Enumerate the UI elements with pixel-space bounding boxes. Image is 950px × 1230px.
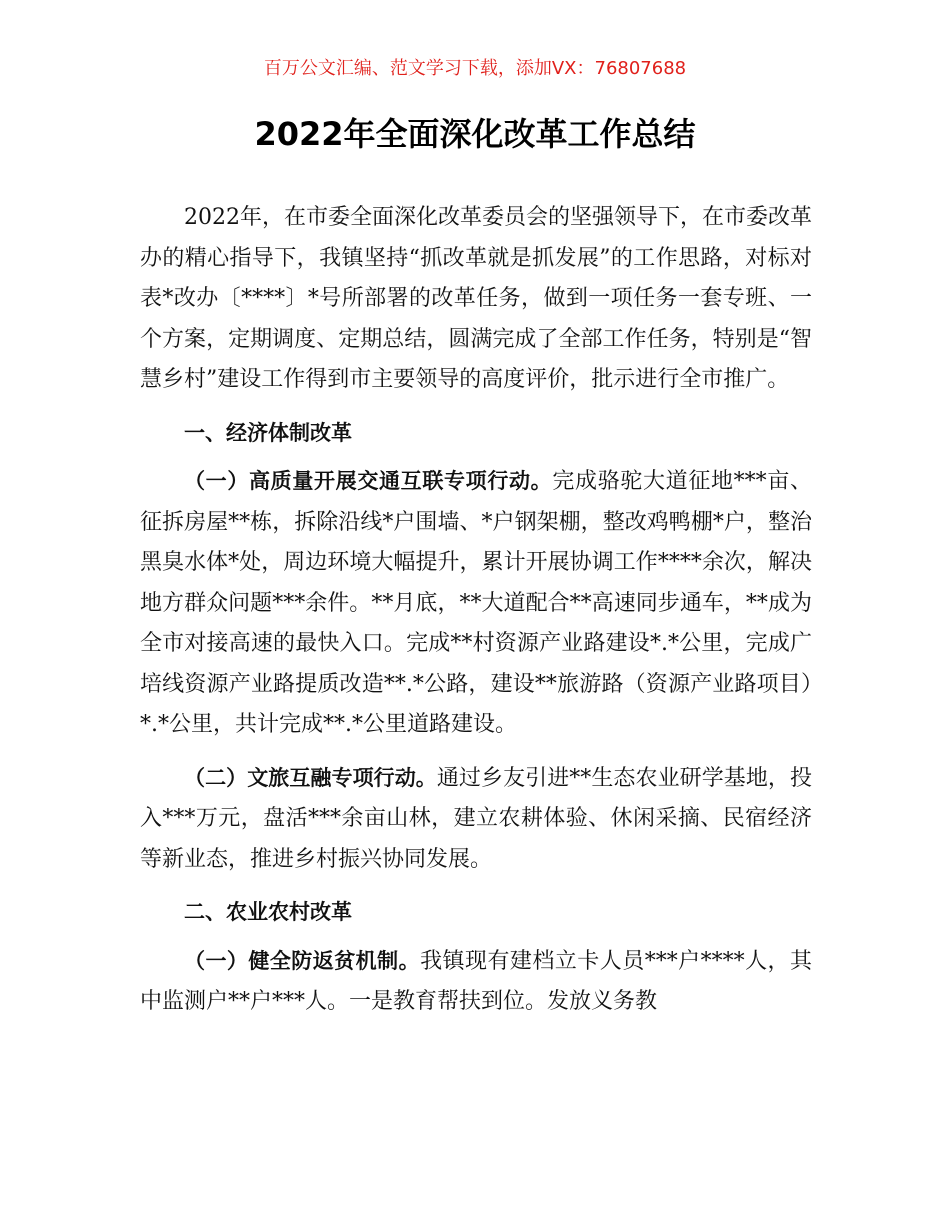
header-note: 百万公文汇编、范文学习下载，添加VX：76807688 <box>263 58 687 79</box>
paragraph-culture-tourism-action <box>140 758 812 881</box>
section-heading-agriculture-reform: 二、农业农村改革 <box>184 900 352 924</box>
paragraph-text: 完成骆驼大道征地***亩、征拆房屋**栋，拆除沿线*户围墙、*户钢架棚，整改鸡鸭棚*户，整治黑臭水体*处，周边环境大幅提升，累计开展协调工作****余次，解决地方群众问题***余件。**月底，**大道配合**高速同步通车，**成为全市对接高速的最快入口。完成**村资源产业路建设*.*公里，完成广培线资源产业路提质改造**.*公路，建设**旅游路（资源产业路项目）*.*公里，共计完成**.*公里道路建设。 <box>140 469 812 737</box>
paragraph-text: 通过乡友引进**生态农业研学基地，投入***万元，盘活***余亩山林，建立农耕体验、休闲采摘、民宿经济等新业态，推进乡村振兴协同发展。 <box>140 765 812 872</box>
document-body <box>140 198 812 1035</box>
paragraph-text: 我镇现有建档立卡人员***户****人，其中监测户**户***人。一是教育帮扶到位。发放义务教 <box>140 948 812 1014</box>
intro-paragraph: 2022年，在市委全面深化改革委员会的坚强领导下，在市委改革办的精心指导下，我镇坚持“抓改革就是抓发展”的工作思路，对标对表*改办〔****〕*号所部署的改革任务，做到一项任务一套专班、一个方案，定期调度、定期总结，圆满完成了全部工作任务，特别是“智慧乡村”建设工作得到市主要领导的高度评价，批示进行全市推广。 <box>140 205 812 392</box>
paragraph-lead: （一）高质量开展交通互联专项行动。 <box>184 469 553 493</box>
paragraph-lead: （一）健全防返贫机制。 <box>184 948 421 973</box>
paragraph-anti-poverty-mechanism <box>140 941 812 1023</box>
section-heading-economic-reform: 一、经济体制改革 <box>184 420 352 445</box>
document-title: 2022年全面深化改革工作总结 <box>254 115 696 153</box>
paragraph-traffic-action <box>140 461 812 746</box>
paragraph-lead: （二）文旅互融专项行动。 <box>184 765 437 790</box>
